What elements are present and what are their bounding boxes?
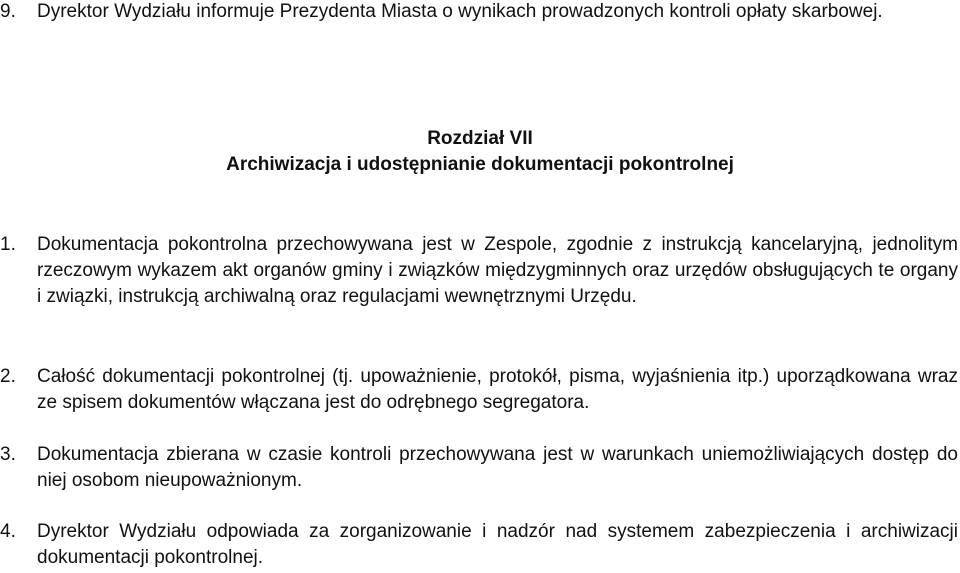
paragraph-2 — [0, 364, 958, 416]
paragraph-text: Dyrektor Wydziału informuje Prezydenta Miasta o wynikach prowadzonych kontroli opłaty skarbowej. — [37, 1, 883, 22]
paragraph-text: Dyrektor Wydziału odpowiada za zorganizowanie i nadzór nad systemem zabezpieczenia i archiwizacji dokumentacji pokontrolnej. — [37, 521, 958, 568]
paragraph-text: Dokumentacja zbierana w czasie kontroli przechowywana jest w warunkach uniemożliwiających dostęp do niej osobom nieupoważnionym. — [37, 444, 958, 491]
chapter-subtitle: Archiwizacja i udostępnianie dokumentacji pokontrolnej — [226, 154, 734, 175]
paragraph-number: 3. — [0, 444, 16, 465]
paragraph-number: 2. — [0, 366, 16, 387]
paragraph-3 — [0, 442, 958, 494]
paragraph-text: Całość dokumentacji pokontrolnej (tj. upoważnienie, protokół, pisma, wyjaśnienia itp.) uporządkowana wraz ze spisem dokumentów włączana jest do odrębnego segregatora. — [37, 366, 958, 413]
paragraph-number: 9. — [0, 1, 16, 22]
paragraph-9 — [0, 0, 958, 25]
paragraph-text: Dokumentacja pokontrolna przechowywana jest w Zespole, zgodnie z instrukcją kancelaryjną, jednolitym rzeczowym wykazem akt organów gminy i związków międzygminnych oraz urzędów obsługujących te organy i związki, instrukcją archiwalną oraz regulacjami wewnętrznymi Urzędu. — [37, 234, 958, 307]
chapter-title: Rozdział VII — [427, 128, 533, 149]
paragraph-number: 1. — [0, 234, 16, 255]
paragraph-number: 4. — [0, 521, 16, 542]
paragraph-1 — [0, 232, 958, 310]
paragraph-4 — [0, 519, 958, 571]
